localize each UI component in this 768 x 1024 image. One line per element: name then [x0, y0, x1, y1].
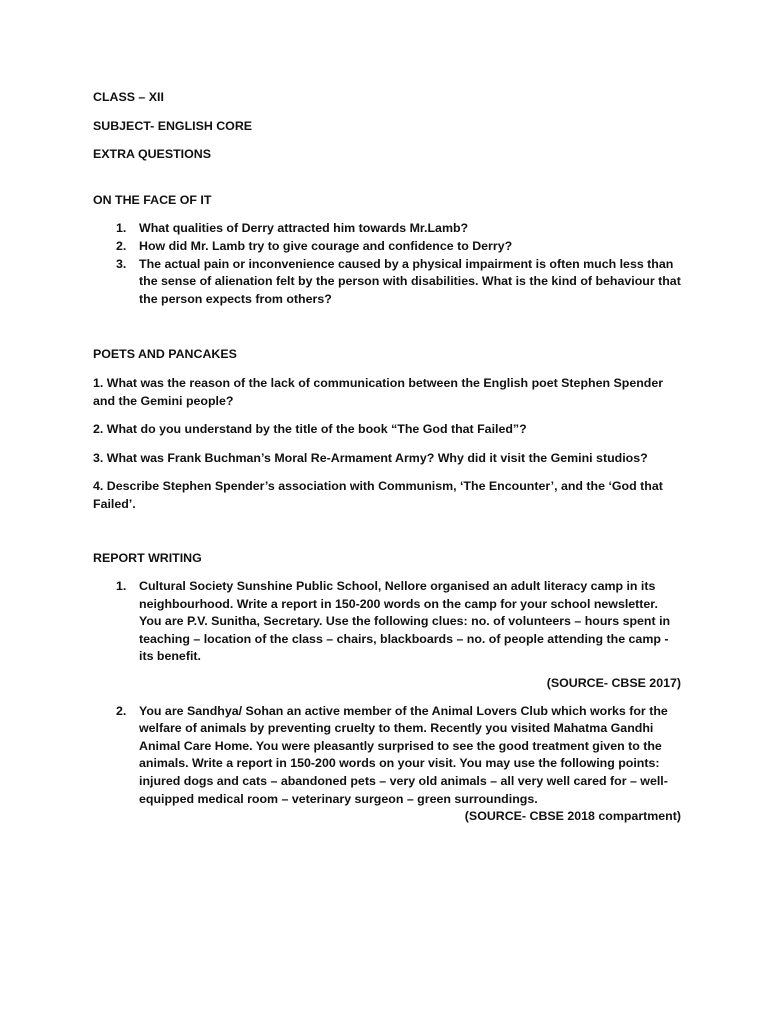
question-text: You are Sandhya/ Sohan an active member of the Animal Lovers Club which works for the welfare of animals by preventing cruelty to them. Recently you visited Mahatma Gandhi Animal Care Home. You were pleasantly surprised to see the good treatment given to the animals. Write a report in 150-200 words on your visit. You may use the following points: injured dogs and cats – abandoned pets – very old animals – all very well cared for – well-equipped medical room – veterinary surgeon – green surroundings. [139, 703, 668, 806]
question-list-on-the-face-of-it [93, 220, 681, 308]
list-number: 2. [116, 703, 127, 718]
list-number: 1. [116, 221, 127, 236]
list-number: 3. [116, 256, 127, 271]
document-page [93, 89, 681, 826]
list-item [93, 703, 681, 809]
list-number: 1. [116, 579, 127, 594]
source-citation: (SOURCE- CBSE 2017) [546, 676, 681, 691]
list-item [93, 220, 681, 238]
list-number: 2. [116, 238, 127, 253]
question-paragraph: 2. What do you understand by the title of the book “The God that Failed”? [93, 422, 527, 437]
question-paragraph: 1. What was the reason of the lack of communication between the English poet Stephen Spender and the Gemini people? [93, 375, 664, 408]
class-label: CLASS – XII [93, 90, 164, 104]
document-title: EXTRA QUESTIONS [93, 147, 211, 162]
source-citation: (SOURCE- CBSE 2018 compartment) [464, 809, 681, 824]
section-heading-on-the-face-of-it: ON THE FACE OF IT [93, 192, 212, 207]
section-heading-poets-and-pancakes: POETS AND PANCAKES [93, 347, 237, 362]
list-item [93, 256, 681, 309]
list-item [93, 238, 681, 256]
question-list-report-writing [93, 578, 681, 666]
question-text: Cultural Society Sunshine Public School, Nellore organised an adult literacy camp in its neighbourhood. Write a report in 150-200 words on the camp for your school newsletter. You are P.V. Sunitha, Secretary. Use the following clues: no. of volunteers – hours spent in teaching – location of the class – chairs, blackboards – no. of people attending the camp - its benefit. [139, 579, 671, 664]
question-list-report-writing-continued [93, 703, 681, 809]
list-item [93, 578, 681, 666]
question-paragraph: 4. Describe Stephen Spender’s association with Communism, ‘The Encounter’, and the ‘God that Failed’. [93, 479, 663, 511]
subject-label: SUBJECT- ENGLISH CORE [93, 118, 253, 133]
section-heading-report-writing: REPORT WRITING [93, 550, 202, 565]
question-paragraph: 3. What was Frank Buchman’s Moral Re-Armament Army? Why did it visit the Gemini studios? [93, 450, 648, 465]
question-text: How did Mr. Lamb try to give courage and confidence to Derry? [139, 238, 513, 253]
question-text: The actual pain or inconvenience caused by a physical impairment is often much less than the sense of alienation felt by the person with disabilities. What is the kind of behaviour that the person expects from others? [139, 256, 681, 306]
question-text: What qualities of Derry attracted him towards Mr.Lamb? [139, 221, 469, 236]
